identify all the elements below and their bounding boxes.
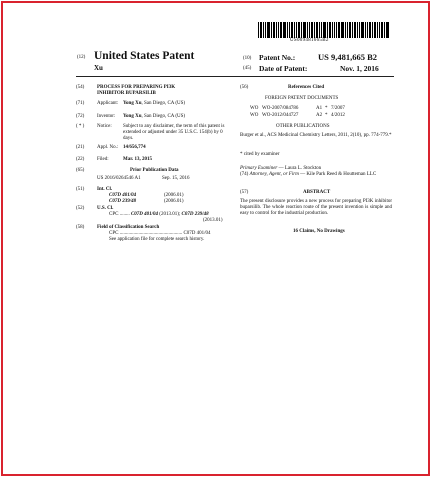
notice-text: Subject to any disclaimer, the term of this patent is extended or adjusted under 35 U.S.C. 154(b) by 0 days.: [123, 124, 225, 141]
cited-note: * cited by examiner: [240, 152, 280, 157]
barcode-bar: [321, 22, 322, 38]
prior-pub-title: Prior Publication Data: [130, 168, 179, 173]
barcode-bar: [352, 22, 353, 38]
barcode-bar: [294, 22, 295, 38]
barcode-bar: [323, 22, 326, 38]
prior-pub-date: Sep. 15, 2016: [162, 176, 190, 181]
other-pubs-title: OTHER PUBLICATIONS: [276, 124, 330, 129]
barcode-bar: [271, 22, 272, 38]
barcode-bar: [334, 22, 335, 38]
notice-code: ( * ): [76, 124, 85, 129]
us-cl-version: (2013.01): [203, 218, 223, 223]
foreign-cc: WO: [250, 113, 259, 118]
barcode-bar: [345, 22, 346, 38]
barcode-bar: [307, 22, 308, 38]
foreign-kind: A2: [316, 113, 323, 118]
barcode-bar: [267, 22, 270, 38]
abstract-text: The present disclosure provides a new process for preparing PI3K inhibitor buparsilib. The whole reaction route of the present invention is simple and easy to control for the industrial production.: [240, 199, 392, 216]
barcode-bar: [349, 22, 351, 38]
barcode-bar: [289, 22, 290, 38]
barcode-bar: [303, 22, 306, 38]
references-title: References Cited: [288, 85, 325, 90]
code-51: (51): [76, 187, 85, 192]
foreign-cc: WO: [250, 106, 259, 111]
primary-examiner: Primary Examiner — Laura L. Stockton: [240, 166, 322, 171]
int-cl-title: Int. Cl.: [97, 187, 113, 192]
barcode-number: US009481665B2: [290, 38, 329, 43]
barcode-bar: [381, 22, 383, 38]
barcode-bar: [354, 22, 356, 38]
applicant-label: Applicant:: [97, 101, 119, 106]
code-72: (72): [76, 114, 85, 119]
foreign-date: 4/2012: [331, 113, 345, 118]
barcode-bar: [338, 22, 340, 38]
appl-no-value: 14/656,774: [123, 145, 146, 150]
foreign-date: 7/2007: [331, 106, 345, 111]
foreign-number: WO-2007/084786: [262, 106, 299, 111]
int-cl-version: (2006.01): [164, 199, 184, 204]
barcode-bar: [258, 22, 259, 38]
foreign-kind: A1: [316, 106, 323, 111]
code-65: (65): [76, 168, 85, 173]
barcode-bar: [283, 22, 286, 38]
barcode-bar: [372, 22, 373, 38]
appl-no-label: Appl. No.:: [97, 145, 119, 150]
code-52: (52): [76, 206, 85, 211]
code-10: (10): [243, 56, 252, 61]
barcode-bar: [287, 22, 288, 38]
barcode-bar: [314, 22, 315, 38]
barcode-bar: [379, 22, 380, 38]
code-21: (21): [76, 145, 85, 150]
barcode-bar: [260, 22, 262, 38]
foreign-number: WO-2012/044727: [262, 113, 299, 118]
barcode-bar: [361, 22, 364, 38]
foreign-star: *: [325, 113, 328, 118]
attorney-line: (74) Attorney, Agent, or Firm — Kile Park Reed & Houtteman LLC: [240, 172, 377, 177]
field-search-title: Field of Classification Search: [97, 225, 160, 230]
code-57: (57): [240, 190, 249, 195]
patent-no-label: Patent No.:: [259, 53, 296, 62]
prior-pub-number: US 2016/0264546 A1: [97, 176, 141, 181]
filed-value: Mar. 13, 2015: [123, 157, 152, 162]
filed-label: Filed:: [97, 157, 109, 162]
barcode-bar: [327, 22, 328, 38]
code-22: (22): [76, 157, 85, 162]
barcode-bar: [273, 22, 275, 38]
us-cl-title: U.S. Cl.: [97, 206, 114, 211]
applicant-value: Yong Xu, San Diego, CA (US): [123, 101, 186, 106]
inventor-value: Yong Xu, San Diego, CA (US): [123, 114, 186, 119]
claims-summary: 16 Claims, No Drawings: [293, 229, 345, 234]
field-search-cpc: CPC .................................................. C07D 401/04: [109, 231, 211, 236]
barcode-bar: [278, 22, 279, 38]
barcode-bar: [298, 22, 300, 38]
code-58: (58): [76, 225, 85, 230]
barcode-bar: [301, 22, 302, 38]
barcode-bar: [369, 22, 371, 38]
header-rule: [76, 76, 394, 77]
notice-label: Notice:: [97, 124, 112, 129]
inventor-label: Inventor:: [97, 114, 116, 119]
barcode-bar: [365, 22, 366, 38]
barcode-bar: [329, 22, 331, 38]
code-54: (54): [76, 85, 85, 90]
code-12: (12): [77, 55, 86, 60]
barcode-bar: [291, 22, 293, 38]
barcode-bar: [265, 22, 266, 38]
int-cl-version: (2006.01): [164, 193, 184, 198]
code-56: (56): [240, 85, 249, 90]
inventor-short: Xu: [94, 64, 103, 72]
patent-title: United States Patent: [94, 50, 195, 62]
barcode-bar: [263, 22, 264, 38]
barcode-bar: [319, 22, 320, 38]
foreign-docs-title: FOREIGN PATENT DOCUMENTS: [265, 96, 339, 101]
abstract-title: ABSTRACT: [303, 190, 331, 195]
barcode-bar: [384, 22, 385, 38]
code-45: (45): [243, 66, 252, 71]
barcode-bar: [311, 22, 313, 38]
foreign-star: *: [325, 106, 328, 111]
barcode-bar: [336, 22, 337, 38]
barcode-image: [258, 22, 392, 38]
invention-title: PROCESS FOR PREPARING PI3K INHIBITOR BUPARSILIB: [97, 85, 176, 96]
barcode-bar: [280, 22, 282, 38]
barcode-bar: [341, 22, 344, 38]
field-search-note: See application file for complete search history.: [109, 237, 205, 242]
other-pubs-text: Burger et al., ACS Medicinal Chemistry Letters, 2011, 2(10), pp. 774-779.*: [240, 133, 392, 138]
barcode-bar: [377, 22, 378, 38]
int-cl-class: C07D 239/48: [109, 199, 137, 204]
barcode-bar: [296, 22, 297, 38]
patent-date: Nov. 1, 2016: [340, 64, 379, 73]
barcode-bar: [316, 22, 318, 38]
barcode-bar: [386, 22, 389, 38]
int-cl-class: C07D 401/04: [109, 193, 137, 198]
barcode-bar: [359, 22, 360, 38]
barcode-bar: [357, 22, 358, 38]
barcode-bar: [374, 22, 376, 38]
barcode-bar: [367, 22, 368, 38]
barcode-bar: [347, 22, 348, 38]
barcode-bar: [276, 22, 277, 38]
code-71: (71): [76, 101, 85, 106]
us-cl-cpc: CPC ........ C07D 401/04 (2013.01); C07D 239/48: [109, 212, 209, 217]
barcode-bar: [309, 22, 310, 38]
date-label: Date of Patent:: [259, 64, 308, 73]
barcode-bar: [332, 22, 333, 38]
patent-number: US 9,481,665 B2: [318, 52, 378, 62]
